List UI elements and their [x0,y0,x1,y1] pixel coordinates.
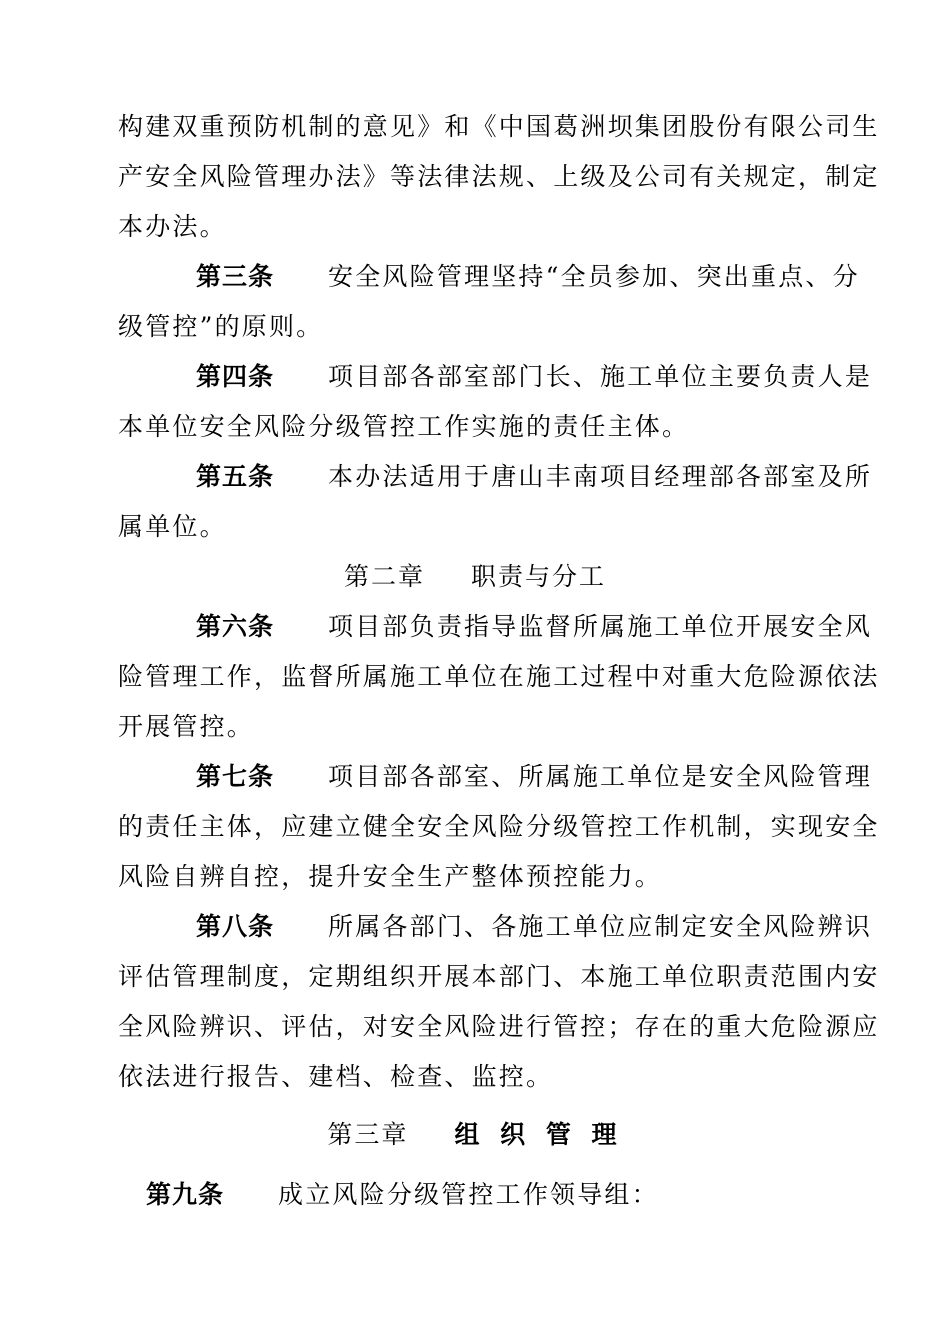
article-5 [196,462,916,492]
chapter-3-heading [0,1120,950,1150]
chapter-2-title: 职责与分工 [471,562,607,591]
article-3-label: 第三条 [196,262,275,291]
article-6-text-1: 项目部负责指导监督所属施工单位开展安全风 [328,612,873,641]
article-3-text-1: 安全风险管理坚持“全员参加、突出重点、分 [328,262,860,291]
chapter-3-title: 组 织 管 理 [454,1120,623,1149]
intro-line-3: 本办法。 [118,212,227,241]
article-5-label: 第五条 [196,462,275,491]
article-8-line-3: 全风险辨识、评估，对安全风险进行管控；存在的重大危险源应 [118,1012,880,1041]
article-9 [146,1180,866,1210]
article-8-line-4: 依法进行报告、建档、检查、监控。 [118,1062,554,1091]
article-7-line-3: 风险自辨自控，提升安全生产整体预控能力。 [118,862,663,891]
article-8-label: 第八条 [196,912,275,941]
article-6-line-3: 开展管控。 [118,712,255,741]
article-7-text-1: 项目部各部室、所属施工单位是安全风险管理 [328,762,873,791]
article-8 [196,912,916,942]
article-9-label: 第九条 [146,1180,225,1209]
article-7 [196,762,916,792]
article-8-line-2: 评估管理制度，定期组织开展本部门、本施工单位职责范围内安 [118,962,880,991]
article-3 [196,262,916,292]
article-7-label: 第七条 [196,762,275,791]
article-9-text-1: 成立风险分级管控工作领导组： [278,1180,659,1209]
article-6 [196,612,916,642]
article-5-text-1: 本办法适用于唐山丰南项目经理部各部室及所 [328,462,873,491]
chapter-2-number: 第二章 [343,562,425,591]
intro-line-2: 产安全风险管理办法》等法律法规、上级及公司有关规定，制定 [118,162,880,191]
intro-line-1: 构建双重预防机制的意见》和《中国葛洲坝集团股份有限公司生 [118,112,880,141]
article-6-line-2: 险管理工作，监督所属施工单位在施工过程中对重大危险源依法 [118,662,880,691]
chapter-3-number: 第三章 [327,1120,409,1149]
article-7-line-2: 的责任主体，应建立健全安全风险分级管控工作机制，实现安全 [118,812,880,841]
article-8-text-1: 所属各部门、各施工单位应制定安全风险辨识 [328,912,873,941]
article-4-line-2: 本单位安全风险分级管控工作实施的责任主体。 [118,412,690,441]
article-3-line-2: 级管控”的原则。 [118,312,324,341]
article-4-label: 第四条 [196,362,275,391]
article-4-text-1: 项目部各部室部门长、施工单位主要负责人是 [328,362,873,391]
article-5-line-2: 属单位。 [118,512,227,541]
article-6-label: 第六条 [196,612,275,641]
chapter-2-heading [0,562,950,592]
article-4 [196,362,916,392]
